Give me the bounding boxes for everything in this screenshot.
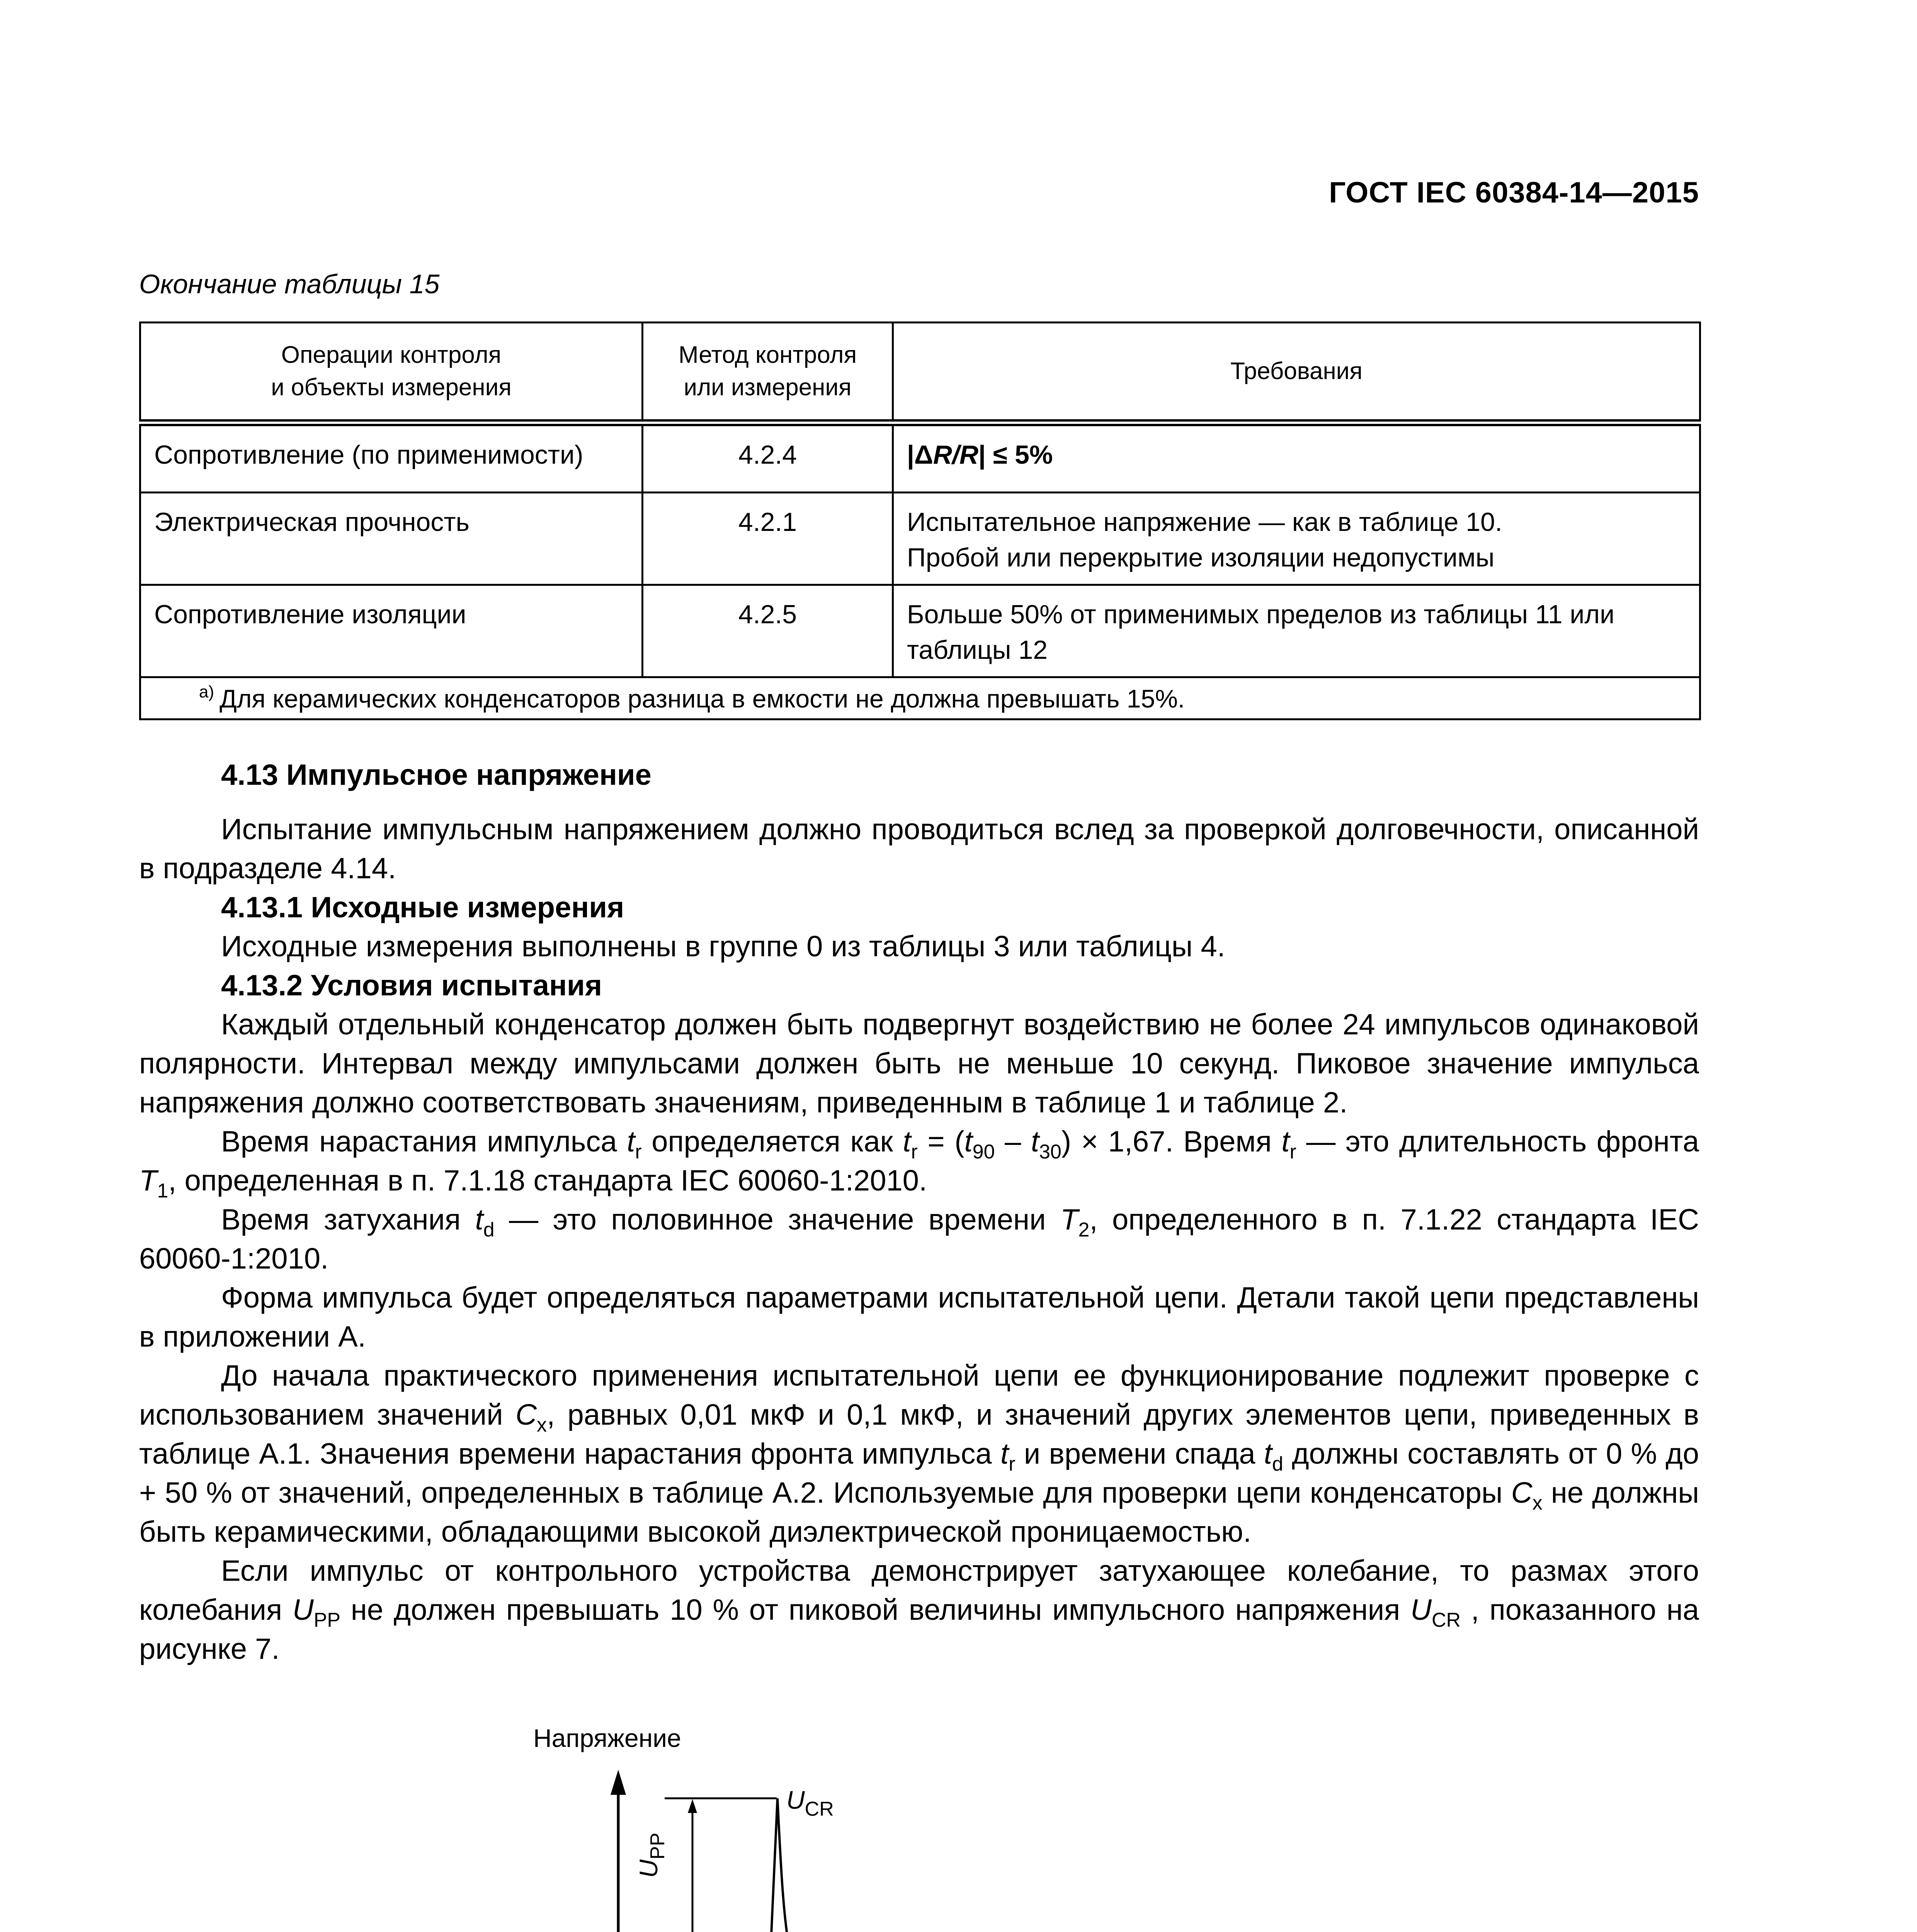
text-run: Время затухания — [221, 1203, 475, 1236]
paragraph-oscillation — [139, 1551, 1699, 1668]
cell-method: 4.2.4 — [643, 423, 893, 492]
y-axis-label: Напряжение — [533, 1724, 681, 1752]
sub-d: d — [483, 1219, 495, 1241]
impulse-waveform — [757, 1798, 1287, 1932]
text-run: не должен превышать 10 % от пиковой величины импульсного напряжения — [340, 1594, 1411, 1626]
subsection-title: 4.13.2 Условия испытания — [221, 969, 602, 1002]
sub-1: 1 — [157, 1180, 168, 1202]
text-run: не должны быть керамическими, обладающими высокой диэлектрической проницаемостью. — [139, 1476, 1699, 1548]
table-row — [140, 585, 1700, 677]
cell-requirement — [893, 492, 1700, 585]
sub-x: x — [536, 1414, 547, 1436]
text-run: должны составлять от 0 % до + 50 % от значений, определенных в таблице А.2. Используемые для проверки цепи конденсаторы — [139, 1437, 1699, 1509]
text-run: — это половинное значение времени — [494, 1203, 1061, 1236]
upp-label-sub: PP — [646, 1832, 669, 1860]
sub-r: r — [635, 1141, 642, 1163]
paragraph-circuit-check — [139, 1356, 1699, 1551]
var-U: U — [1410, 1594, 1432, 1626]
var-t: t — [1031, 1125, 1039, 1158]
var-t: t — [627, 1125, 635, 1158]
cell-requirement-line2: Пробой или перекрытие изоляции недопустимы — [907, 543, 1495, 572]
paragraph: Форма импульса будет определяться параметрами испытательной цепи. Детали такой цепи представлены в приложении А. — [139, 1281, 1699, 1353]
col-header-operation-line1: Операции контроля — [281, 342, 502, 368]
upp-label — [634, 1832, 669, 1878]
text-run: До начала практического применения испытательной цепи ее функционирование подлежит проверке с использованием значений — [139, 1359, 1699, 1431]
table-row — [140, 423, 1700, 492]
table-caption: Окончание таблицы 15 — [139, 269, 440, 299]
var-t: t — [1281, 1125, 1290, 1158]
table-footnote-row — [140, 677, 1700, 719]
req-abs-open: |Δ — [907, 440, 933, 469]
section-title: 4.13 Импульсное напряжение — [221, 759, 651, 791]
cell-operation: Электрическая прочность — [140, 492, 643, 585]
table-row — [140, 492, 1700, 585]
var-U: U — [292, 1594, 314, 1626]
subsection-title: 4.13.1 Исходные измерения — [221, 891, 624, 924]
cell-method: 4.2.1 — [643, 492, 893, 585]
document-header: ГОСТ IEC 60384-14—2015 — [1329, 176, 1699, 209]
var-t: t — [1000, 1437, 1009, 1470]
var-t: t — [903, 1125, 911, 1158]
col-header-method-line2: или измерения — [684, 374, 852, 401]
sub-r: r — [1009, 1453, 1015, 1475]
footnote-text: Для керамических конденсаторов разница в емкости не должна превышать 15%. — [219, 684, 1185, 713]
cell-requirement-line1: Испытательное напряжение — как в таблице 10. — [907, 507, 1502, 537]
impulse-waveform-figure — [502, 1723, 1352, 1932]
sub-x: x — [1532, 1492, 1543, 1514]
var-T: T — [139, 1164, 157, 1197]
sub-2: 2 — [1078, 1219, 1090, 1241]
peak-label-var: U — [786, 1786, 805, 1814]
peak-label-sub: CR — [805, 1798, 834, 1820]
cell-operation: Сопротивление (по применимости) — [140, 423, 643, 492]
var-T: T — [1060, 1203, 1078, 1236]
paragraph: Каждый отдельный конденсатор должен быть подвергнут воздействию не более 24 импульсов одинаковой полярности. Интервал между импульсами должен быть не меньше 10 секунд. Пиковое значение импульса напряжения должно соответствовать значениям, приведенным в таблице 1 и таблице 2. — [139, 1008, 1699, 1119]
upp-label-var: U — [634, 1859, 663, 1878]
cell-requirement: Больше 50% от применимых пределов из таблицы 11 или таблицы 12 — [893, 585, 1700, 677]
inspection-table — [139, 321, 1701, 720]
var-C: C — [1511, 1476, 1533, 1509]
var-C: C — [515, 1398, 537, 1431]
paragraph-rise-time — [139, 1122, 1699, 1200]
text-run: Время нарастания импульса — [221, 1125, 627, 1158]
cell-method: 4.2.5 — [643, 585, 893, 677]
sub-d: d — [1272, 1453, 1283, 1475]
text-run: ) × 1,67. Время — [1061, 1125, 1282, 1158]
col-header-operation-line2: и объекты измерения — [271, 374, 512, 401]
var-t: t — [964, 1125, 973, 1158]
var-t: t — [1264, 1437, 1272, 1470]
text-run: — это длительность фронта — [1296, 1125, 1699, 1158]
cell-requirement — [893, 423, 1700, 492]
waveform-diagram — [502, 1723, 1352, 1932]
text-run: определяется как — [641, 1125, 903, 1158]
subsection-text: Исходные измерения выполнены в группе 0 из таблицы 3 или таблицы 4. — [221, 930, 1225, 963]
text-run: , показанного на рисунке 7. — [139, 1594, 1699, 1665]
var-t: t — [475, 1203, 483, 1236]
sub-30: 30 — [1039, 1141, 1061, 1163]
table-footnote — [140, 677, 1700, 719]
footnote-mark: a) — [199, 682, 214, 701]
text-run: , определенная в п. 7.1.18 стандарта IEC 60060-1:2010. — [168, 1164, 927, 1197]
text-run: , равных 0,01 мкФ и 0,1 мкФ, и значений других элементов цепи, приведенных в таблице А.1. Значения времени нарастания фронта импульса — [139, 1398, 1699, 1470]
col-header-method — [643, 323, 893, 423]
sub-PP: PP — [313, 1609, 341, 1631]
peak-label — [786, 1785, 834, 1820]
col-header-requirements: Требования — [893, 323, 1700, 423]
sub-r: r — [1289, 1141, 1296, 1163]
text-run: = ( — [917, 1125, 964, 1158]
text-run: Если импульс от контрольного устройства демонстрирует затухающее колебание, то размах этого колебания — [139, 1554, 1699, 1626]
section-body — [139, 755, 1699, 1668]
req-ratio: R/R — [933, 440, 979, 469]
sub-CR: CR — [1431, 1609, 1461, 1631]
col-header-operation — [140, 323, 643, 423]
sub-90: 90 — [972, 1141, 995, 1163]
sub-r: r — [911, 1141, 918, 1163]
col-header-method-line1: Метод контроля — [678, 342, 857, 368]
req-abs-close: | ≤ 5% — [978, 440, 1053, 469]
text-run: – — [995, 1125, 1031, 1158]
table-header-row — [140, 323, 1700, 423]
upp-arrow-top-icon — [688, 1799, 697, 1813]
y-axis-arrow-icon — [611, 1770, 626, 1795]
section-intro: Испытание импульсным напряжением должно проводиться вслед за проверкой долговечности, описанной в подразделе 4.14. — [139, 813, 1699, 885]
text-run: и времени спада — [1015, 1437, 1264, 1470]
cell-operation: Сопротивление изоляции — [140, 585, 643, 677]
text-run: , определенного в п. 7.1.22 стандарта IEC 60060-1:2010. — [139, 1203, 1699, 1275]
paragraph-decay-time — [139, 1200, 1699, 1278]
